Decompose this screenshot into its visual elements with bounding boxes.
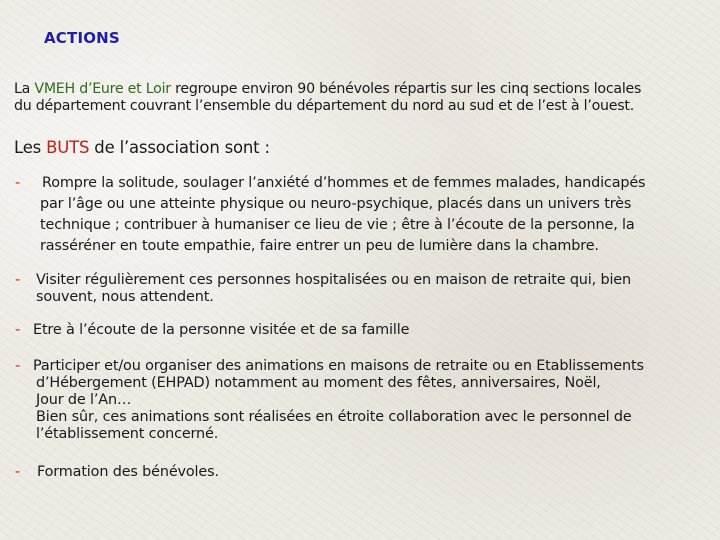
buts-prefix: Les	[14, 138, 47, 157]
item-line: Jour de l’An…	[36, 392, 132, 408]
item-line: technique ; contribuer à humaniser ce lieu de vie ; être à l’écoute de la personne, la	[40, 217, 635, 233]
buts-suffix: de l’association sont :	[89, 138, 270, 157]
item-line: Formation des bénévoles.	[37, 464, 219, 480]
item-line: d’Hébergement (EHPAD) notamment au moment des fêtes, anniversaires, Noël,	[36, 375, 601, 391]
intro-line-1	[14, 81, 641, 97]
item-line: souvent, nous attendent.	[36, 289, 214, 305]
slide-title: ACTIONS	[44, 29, 120, 47]
intro-line-2: du département couvrant l’ensemble du département du nord au sud et de l’est à l’ouest.	[14, 98, 634, 114]
item-line: rasséréner en toute empathie, faire entrer un peu de lumière dans la chambre.	[40, 238, 599, 254]
item-line: Visiter régulièrement ces personnes hospitalisées ou en maison de retraite qui, bien	[36, 272, 631, 288]
bullet-dash: -	[15, 175, 21, 191]
item-line: l’établissement concerné.	[36, 426, 219, 442]
bullet-dash: -	[15, 272, 21, 288]
bullet-dash: -	[15, 464, 21, 480]
org-name: VMEH d’Eure et Loir	[34, 81, 171, 97]
item-line: Etre à l’écoute de la personne visitée et de sa famille	[33, 322, 410, 338]
buts-highlight: BUTS	[46, 138, 90, 157]
item-line: Participer et/ou organiser des animations en maisons de retraite ou en Etablissements	[33, 358, 644, 374]
intro-prefix: La	[14, 81, 35, 97]
buts-heading	[14, 138, 270, 157]
bullet-dash: -	[15, 322, 21, 338]
item-line: par l’âge ou une atteinte physique ou neuro-psychique, placés dans un univers très	[40, 196, 632, 212]
intro-line-1-rest: regroupe environ 90 bénévoles répartis sur les cinq sections locales	[170, 81, 642, 97]
item-line: Rompre la solitude, soulager l’anxiété d’hommes et de femmes malades, handicapés	[42, 175, 646, 191]
item-line: Bien sûr, ces animations sont réalisées en étroite collaboration avec le personnel de	[36, 409, 632, 425]
bullet-dash: -	[15, 358, 21, 374]
